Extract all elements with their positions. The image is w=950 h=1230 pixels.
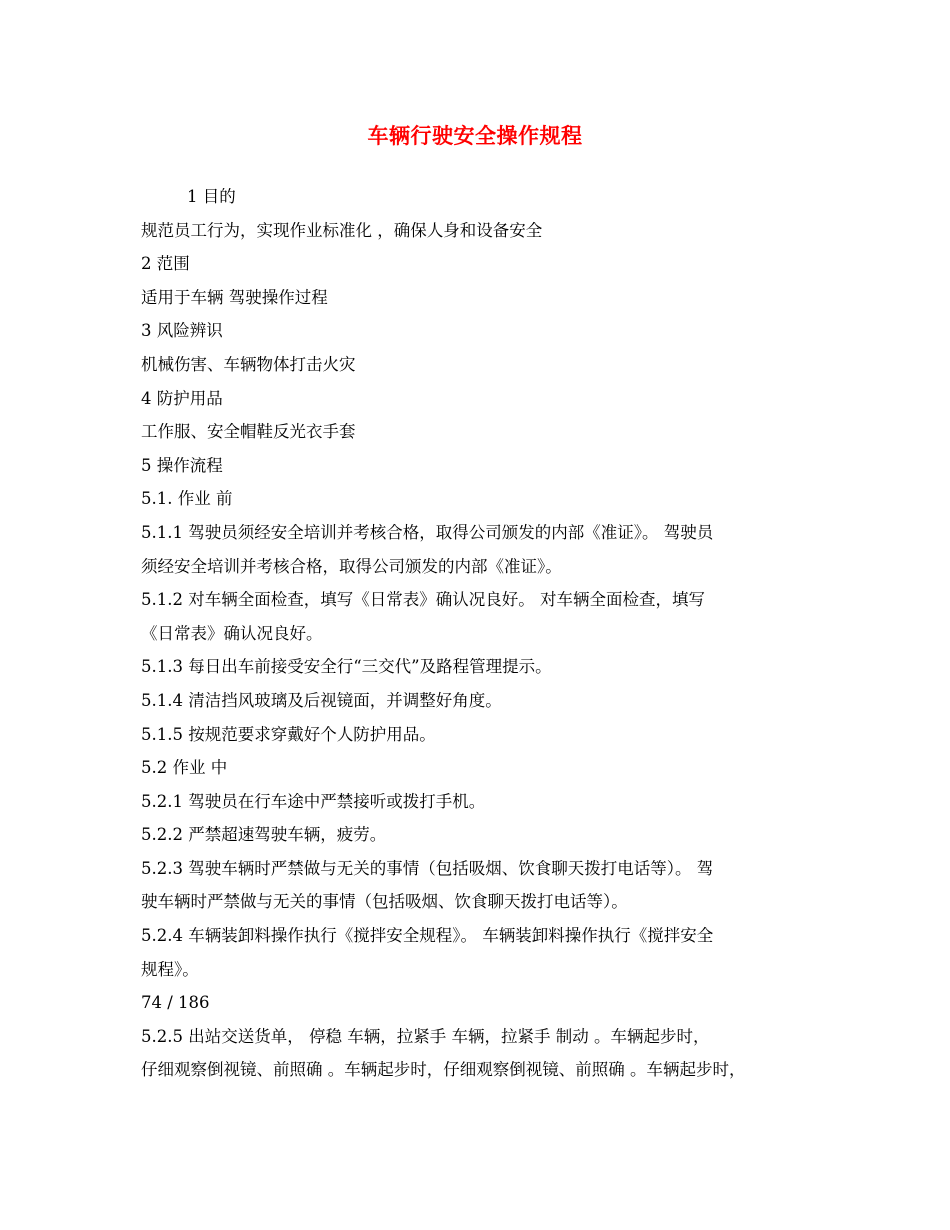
paragraph-line: 机械伤害、车辆物体打击火灾 (141, 354, 356, 374)
paragraph-line: 5.2.3 驾驶车辆时严禁做与无关的事情（包括吸烟、饮食聊天拨打电话等）。 驾 (141, 858, 714, 878)
section-heading-purpose: 1 目的 (187, 187, 236, 206)
paragraph-line: 5.1.1 驾驶员须经安全培训并考核合格，取得公司颁发的内部《准证》。 驾驶员 (141, 522, 714, 542)
paragraph-line: 规范员工行为，实现作业标准化 ，确保人身和设备安全 (141, 220, 543, 240)
paragraph-line: 5.2.1 驾驶员在行车途中严禁接听或拨打手机。 (141, 791, 486, 811)
subsection-heading: 5.1. 作业 前 (141, 489, 233, 509)
paragraph-line: 5.2.5 出站交送货单， 停稳 车辆，拉紧手 车辆，拉紧手 制动 。车辆起步时， (141, 1026, 710, 1046)
document-title: 车辆行驶安全操作规程 (367, 124, 583, 148)
paragraph-line: 《日常表》确认况良好。 (141, 623, 323, 643)
document-body (141, 180, 821, 1087)
paragraph-line: 仔细观察倒视镜、前照确 。车辆起步时，仔细观察倒视镜、前照确 。车辆起步时， (141, 1060, 746, 1080)
section-heading-risk: 3 风险辨识 (141, 321, 223, 341)
paragraph-line: 适用于车辆 驾驶操作过程 (141, 287, 328, 307)
paragraph-line: 须经安全培训并考核合格，取得公司颁发的内部《准证》。 (141, 556, 562, 576)
paragraph-line: 工作服、安全帽鞋反光衣手套 (141, 422, 356, 442)
subsection-heading: 5.2 作业 中 (141, 758, 228, 778)
section-heading-ppe: 4 防护用品 (141, 388, 223, 408)
section-heading-procedure: 5 操作流程 (141, 455, 223, 475)
paragraph-line: 5.2.4 车辆装卸料操作执行《搅拌安全规程》。 车辆装卸料操作执行《搅拌安全 (141, 926, 714, 946)
paragraph-line: 5.1.2 对车辆全面检查，填写《日常表》确认况良好。 对车辆全面检查，填写 (141, 590, 705, 610)
paragraph-line: 5.1.5 按规范要求穿戴好个人防护用品。 (141, 724, 436, 744)
paragraph-line: 5.1.4 清洁挡风玻璃及后视镜面，并调整好角度。 (141, 690, 502, 710)
paragraph-line: 规程》。 (141, 959, 199, 979)
paragraph-line: 5.1.3 每日出车前接受安全行“三交代”及路程管理提示。 (141, 657, 552, 677)
paragraph-line: 驶车辆时严禁做与无关的事情（包括吸烟、饮食聊天拨打电话等）。 (141, 892, 628, 912)
section-heading-scope: 2 范围 (141, 254, 190, 274)
page-number: 74 / 186 (141, 993, 210, 1013)
paragraph-line: 5.2.2 严禁超速驾驶车辆，疲劳。 (141, 825, 387, 845)
